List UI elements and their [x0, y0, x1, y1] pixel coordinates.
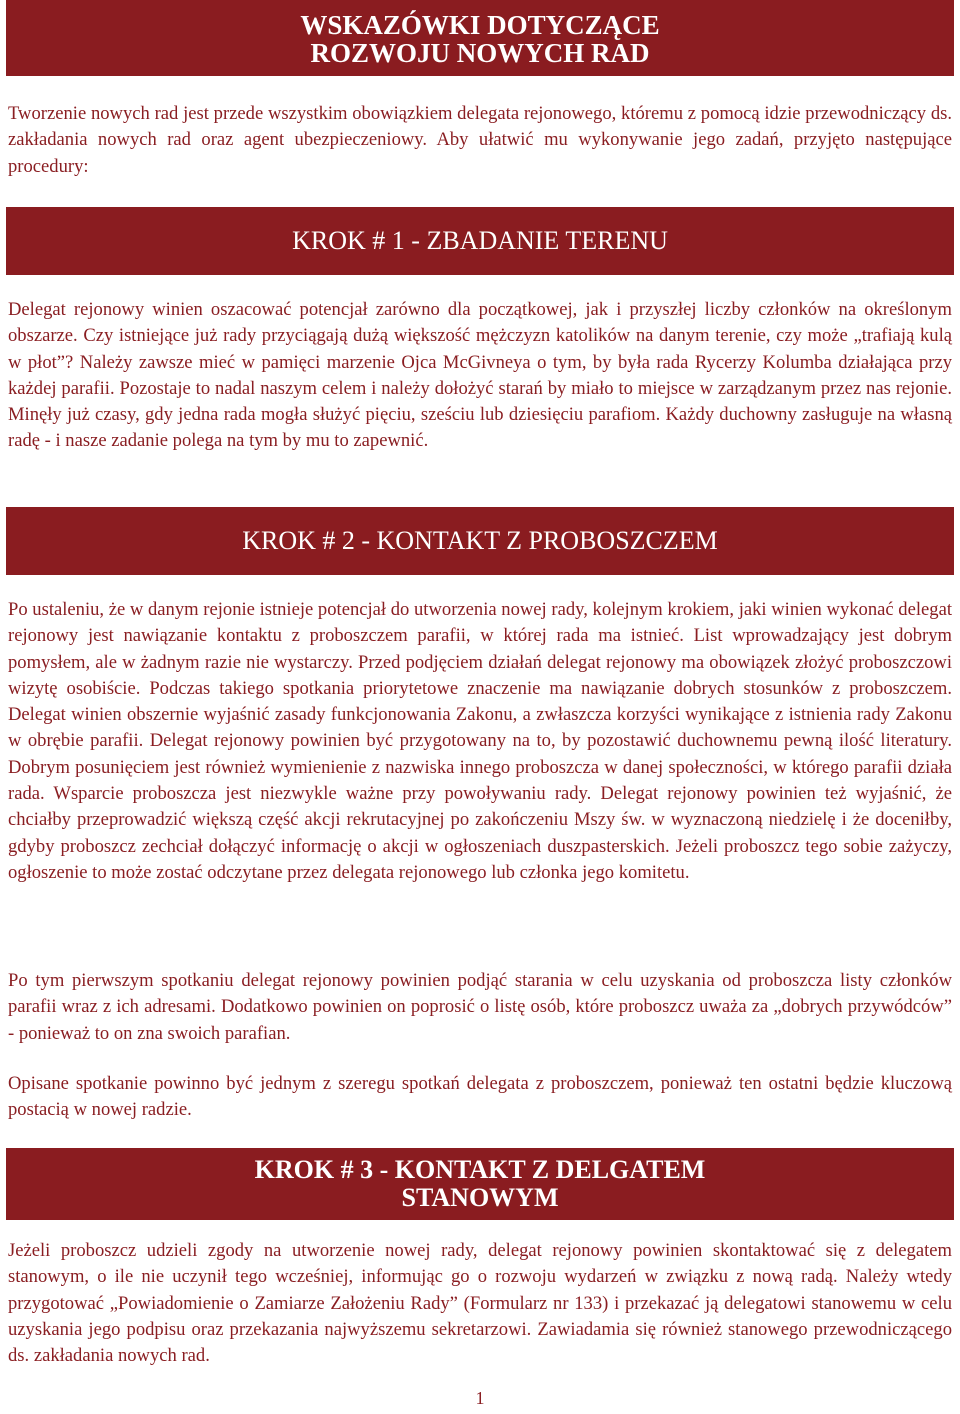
- step2-heading-banner: [6, 507, 954, 575]
- step2-paragraph-3: Opisane spotkanie powinno być jednym z szeregu spotkań delegata z proboszczem, ponieważ ten ostatni będzie kluczową postacią w nowej radzie.: [8, 1073, 952, 1121]
- step2-paragraph-1: Po ustaleniu, że w danym rejonie istnieje potencjał do utworzenia nowej rady, kolejnym krokiem, jaki winien wykonać delegat rejonowy jest nawiązanie kontaktu z proboszczem parafii, w której rada ma istnieć. List wprowadzający jest dobrym pomysłem, ale w żadnym razie nie wystarczy. Przed podjęciem działań delegat rejonowy ma obowiązek złożyć proboszczowi wizytę osobiście. Podczas takiego spotkania priorytetowe znaczenie ma nawiązanie dobrych stosunków z proboszczem. Delegat winien obszernie wyjaśnić zasady funkcjonowania Zakonu, a zwłaszcza korzyści wynikające z istnienia rady Zakonu w obrębie parafii. Delegat rejonowy powinien być przygotowany na to, by pozostawić duchownemu pewną ilość literatury. Dobrym posunięciem jest również wymienienie z nazwiska innego proboszcza w danej społeczności, w którego parafii działa rada. Wsparcie proboszcza jest niezwykle ważne przy powoływaniu rady. Delegat rejonowy powinien też wyjaśnić, że chciałby przeprowadzić większą część akcji rekrutacyjnej po zakończeniu Mszy św. w wyznaczoną niedzielę i że doceniłby, gdyby proboszcz zechciał dołączyć informację o akcji w ogłoszeniach duszpasterskich. Jeżeli proboszcz tego sobie zażyczy, ogłoszenie to może zostać odczytane przez delegata rejonowego lub członka jego komitetu.: [8, 599, 952, 883]
- intro-paragraph: Tworzenie nowych rad jest przede wszystkim obowiązkiem delegata rejonowego, któremu z pomocą idzie przewodniczący ds. zakładania nowych rad oraz agent ubezpieczeniowy. Aby ułatwić mu wykonywanie jego zadań, przyjęto następujące procedury:: [8, 103, 952, 177]
- step3-heading-line-1: KROK # 3 - KONTAKT Z DELGATEM: [254, 1155, 706, 1184]
- step2-paragraph-2: Po tym pierwszym spotkaniu delegat rejonowy powinien podjąć starania w celu uzyskania od proboszcza listy członków parafii wraz z ich adresami. Dodatkowo powinien on poprosić o listę osób, które proboszcz uważa za „dobrych przywódców” - ponieważ to on zna swoich parafian.: [8, 970, 952, 1044]
- step1-paragraph: Delegat rejonowy winien oszacować potencjał zarówno dla początkowej, jak i przyszłej liczby członków na określonym obszarze. Czy istniejące już rady przyciągają dużą większość mężczyzn katolików na danym terenie, czy może „trafiają kulą w płot”? Należy zawsze mieć w pamięci marzenie Ojca McGivneya o tym, by była rada Rycerzy Kolumba działająca przy każdej parafii. Pozostaje to nadal naszym celem i należy dołożyć starań by miało to miejsce w zarządzanym przez nas rejonie. Minęły już czasy, gdy jedna rada mogła służyć pięciu, sześciu lub dziesięciu parafiom. Każdy duchowny zasługuje na własną radę - i nasze zadanie polega na tym by mu to zapewnić.: [8, 299, 952, 452]
- step3-paragraph: Jeżeli proboszcz udzieli zgody na utworzenie nowej rady, delegat rejonowy powinien skontaktować się z delegatem stanowym, o ile nie uczynił tego wcześniej, informując go o rozwoju wydarzeń w związku z nową radą. Należy wtedy przygotować „Powiadomienie o Zamiarze Założeniu Rady” (Formularz nr 133) i przekazać ją delegatowi stanowemu w celu uzyskania jego podpisu oraz przekazania najwyższemu sekretarzowi. Zawiadamia się również stanowego przewodniczącego ds. zakładania nowych rad.: [8, 1240, 952, 1367]
- step2-heading: KROK # 2 - KONTAKT Z PROBOSZCZEM: [242, 526, 718, 555]
- page-title-line-1: WSKAZÓWKI DOTYCZĄCE: [300, 10, 660, 40]
- step3-heading-banner: [6, 1148, 954, 1220]
- page-title-banner: [6, 0, 954, 76]
- step1-heading-banner: [6, 207, 954, 275]
- step1-heading: KROK # 1 - ZBADANIE TERENU: [292, 226, 668, 255]
- page-number: 1: [475, 1388, 485, 1408]
- page-title-line-2: ROZWOJU NOWYCH RAD: [310, 38, 650, 68]
- step3-heading-line-2: STANOWYM: [401, 1183, 559, 1212]
